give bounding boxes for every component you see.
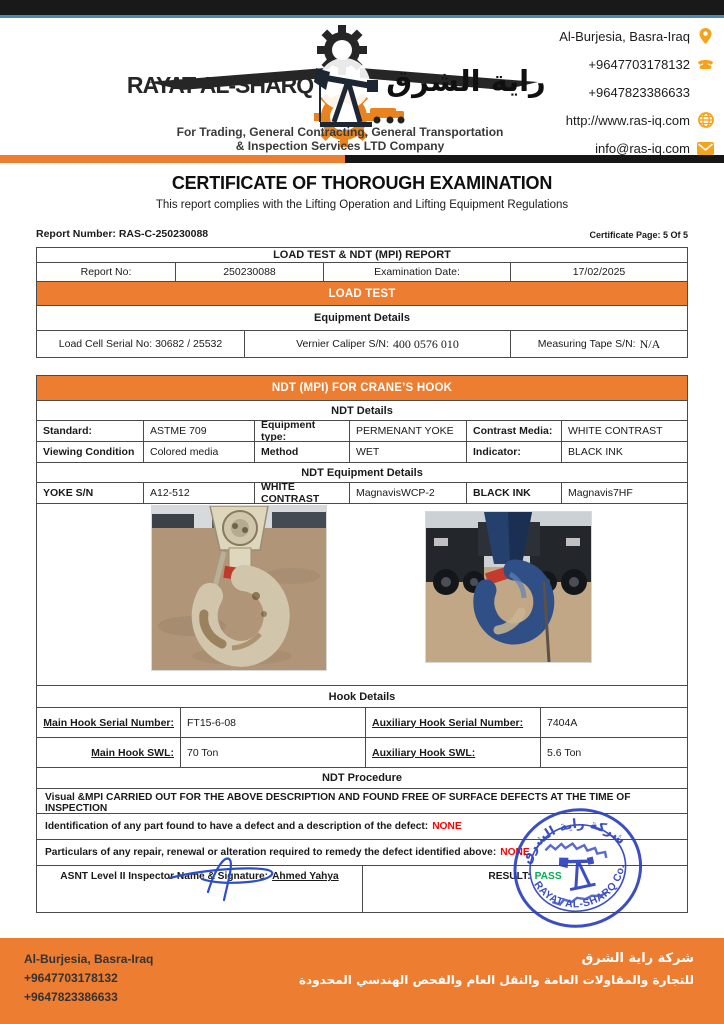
hook-photos-row — [37, 504, 687, 686]
contact-website-text: http://www.ras-iq.com — [565, 112, 690, 128]
vernier-value: 400 0576 010 — [392, 336, 459, 351]
footer-company-desc-ar: للتجارة والمقاولات العامة والنقل العام والفحص الهندسي المحدودة — [298, 973, 694, 987]
black-ink-value: Magnavis7HF — [568, 487, 633, 499]
load-test-table — [36, 247, 688, 358]
measuring-tape-serial — [511, 331, 687, 357]
report-meta-line — [36, 228, 688, 240]
contact-phone2 — [504, 78, 714, 106]
hook-swl-row — [37, 738, 687, 768]
tagline-line2: & Inspection Services LTD Company — [235, 139, 445, 153]
indicator-label: Indicator: — [467, 442, 562, 462]
white-contrast-value: MagnavisWCP-2 — [350, 483, 467, 503]
viewing-condition-label: Viewing Condition — [37, 442, 144, 462]
stamp-pump-jack-icon — [557, 851, 599, 893]
contact-phone2-text: +9647823386633 — [588, 84, 690, 100]
truck-icon — [370, 108, 405, 124]
yoke-sn-label: YOKE S/N — [37, 483, 144, 503]
aux-hook-swl-value: 5.6 Ton — [547, 746, 582, 759]
main-hook-photo — [152, 506, 326, 670]
page-title: CERTIFICATE OF THOROUGH EXAMINATION — [171, 173, 553, 193]
header-divider — [0, 155, 724, 163]
yoke-sn-value: A12-512 — [144, 483, 255, 503]
method-value: WET — [350, 442, 467, 462]
report-number: Report Number: RAS-C-250230088 — [36, 228, 209, 240]
exam-date-value: 17/02/2025 — [572, 266, 626, 278]
method-label: Method — [255, 442, 350, 462]
equipment-type-label: Equipment type: — [255, 421, 350, 441]
inspector-name: Ahmed Yahya — [272, 871, 339, 882]
hook-serial-row — [37, 708, 687, 738]
aux-hook-serial-label: Auxiliary Hook Serial Number: — [366, 708, 541, 737]
icon-spacer — [697, 84, 714, 101]
hook-details-title: Hook Details — [328, 690, 396, 703]
footer-phone2: +9647823386633 — [24, 990, 118, 1004]
globe-icon — [697, 112, 714, 129]
ndt-equipment-row — [37, 483, 687, 504]
inspector-label: ASNT Level II Inspector Name & Signature: — [60, 871, 269, 882]
divider-black-segment — [345, 155, 724, 163]
phone-icon — [697, 56, 714, 73]
load-cell-serial: Load Cell Serial No: 30682 / 25532 — [37, 331, 245, 357]
contact-phone1 — [504, 50, 714, 78]
divider-orange-segment — [0, 155, 345, 163]
top-bar — [0, 0, 724, 18]
report-no-value: 250230088 — [176, 263, 324, 281]
footer — [0, 938, 724, 1024]
contrast-media-label: Contrast Media: — [467, 421, 562, 441]
equipment-serials-row — [37, 331, 687, 357]
standard-value: ASTME 709 — [144, 421, 255, 441]
load-test-table-title: LOAD TEST & NDT (MPI) REPORT — [273, 249, 451, 261]
ndt-banner: NDT (MPI) FOR CRANE’S HOOK — [37, 376, 687, 400]
ndt-procedure-title: NDT Procedure — [321, 772, 403, 784]
main-hook-serial-value: FT15-6-08 — [181, 708, 366, 737]
procedure-line2-value: NONE — [432, 821, 462, 832]
envelope-icon — [697, 140, 714, 157]
stamp-english-text: RAYAT AL-SHARQ Co. — [531, 863, 628, 911]
footer-address: Al-Burjesia, Basra-Iraq — [24, 952, 154, 966]
black-ink-label: BLACK INK — [467, 483, 562, 503]
location-pin-icon — [697, 28, 714, 45]
vernier-caliper-serial — [245, 331, 511, 357]
vernier-label: Vernier Caliper S/N: — [296, 338, 389, 350]
hook-details-title-row — [37, 686, 687, 708]
viewing-condition-value: Colored media — [144, 442, 255, 462]
tagline-line1: For Trading, General Contracting, General Transportation — [176, 125, 504, 139]
main-hook-swl-label: Main Hook SWL: — [37, 738, 181, 767]
procedure-line3-value: NONE — [500, 847, 530, 858]
report-no-label: Report No: — [37, 263, 176, 281]
header — [0, 18, 724, 156]
load-test-table-title-row — [37, 248, 687, 263]
procedure-line2-label: Identification of any part found to have a defect and a description of the defect: — [45, 821, 429, 832]
ndt-details-title: NDT Details — [331, 404, 393, 417]
ndt-equipment-title: NDT Equipment Details — [301, 466, 423, 479]
company-name-en: RAYAT AL-SHARQ — [126, 72, 314, 98]
company-name-ar: راية الشرق — [386, 64, 546, 98]
load-test-banner: LOAD TEST — [37, 282, 687, 305]
footer-company-name-ar: شركة راية الشرق — [581, 951, 694, 966]
exam-date-label: Examination Date: — [324, 263, 511, 281]
ndt-details-row1 — [37, 421, 687, 442]
equipment-type-value: PERMENANT YOKE — [350, 421, 467, 441]
equipment-details-title: Equipment Details — [314, 312, 410, 324]
equipment-details-title-row — [37, 306, 687, 331]
ndt-equipment-title-row — [37, 463, 687, 483]
stamp-arabic-text: شركة راية الشرق — [519, 816, 629, 867]
indicator-value: BLACK INK — [568, 446, 623, 458]
white-contrast-label: WHITE CONTRAST — [255, 483, 350, 503]
company-logo — [120, 22, 560, 154]
main-hook-serial-label: Main Hook Serial Number: — [37, 708, 181, 737]
result-value: PASS — [534, 871, 562, 882]
company-tagline — [120, 125, 560, 153]
contact-address-text: Al-Burjesia, Basra-Iraq — [559, 28, 690, 44]
contact-address — [504, 22, 714, 50]
contact-block — [504, 22, 714, 162]
contact-phone1-text: +9647703178132 — [588, 56, 690, 72]
tape-label: Measuring Tape S/N: — [537, 338, 636, 350]
contrast-media-value: WHITE CONTRAST — [568, 425, 663, 437]
procedure-line1: Visual &MPI CARRIED OUT FOR THE ABOVE DESCRIPTION AND FOUND FREE OF SURFACE DEFECTS AT THE TIME OF INSPECTION — [45, 792, 631, 813]
page-subtitle: This report complies with the Lifting Operation and Lifting Equipment Regulations — [155, 199, 569, 211]
main-hook-swl-value: 70 Ton — [181, 738, 366, 767]
footer-company-block — [254, 948, 694, 990]
contact-email-text: info@ras-iq.com — [595, 140, 690, 156]
tape-value: N/A — [639, 336, 661, 351]
footer-contact-block — [24, 950, 153, 1007]
aux-hook-swl-label: Auxiliary Hook SWL: — [366, 738, 541, 767]
aux-hook-serial-value: 7404A — [547, 716, 578, 729]
ndt-details-title-row — [37, 401, 687, 421]
result-label: RESULT: — [488, 871, 531, 882]
contact-website — [504, 106, 714, 134]
auxiliary-hook-photo — [426, 512, 591, 662]
inspector-signature-graphic — [150, 852, 290, 904]
ndt-banner-row — [37, 376, 687, 401]
certificate-page-number: Certificate Page: 5 Of 5 — [589, 230, 688, 240]
report-no-row — [37, 263, 687, 282]
procedure-line3-label: Particulars of any repair, renewal or alteration required to remedy the defect identified above: — [45, 847, 497, 858]
company-stamp — [498, 791, 658, 946]
ndt-procedure-title-row — [37, 768, 687, 789]
footer-phone1: +9647703178132 — [24, 971, 118, 985]
standard-label: Standard: — [37, 421, 144, 441]
ndt-details-row2 — [37, 442, 687, 463]
load-test-banner-row — [37, 282, 687, 306]
